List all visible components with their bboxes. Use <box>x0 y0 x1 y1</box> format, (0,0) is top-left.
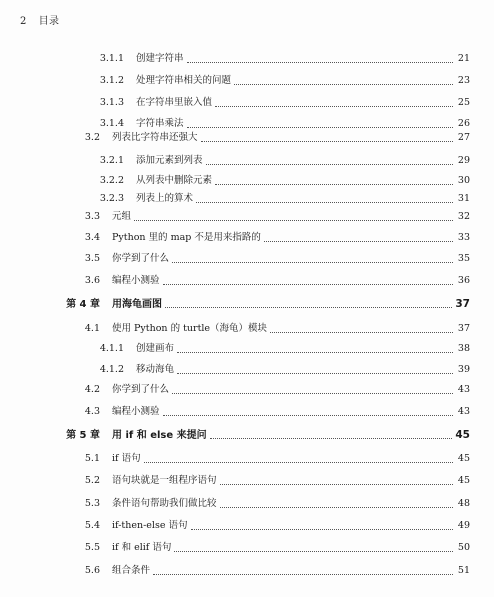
toc-entry-number: 3.2.3 <box>99 193 124 204</box>
toc-entry-page-number: 35 <box>457 253 470 264</box>
toc-entry-title: Python 里的 map 不是用来指路的 <box>112 232 261 243</box>
toc-entry-title: if 语句 <box>112 453 141 464</box>
toc-entry-page-number: 48 <box>457 498 470 509</box>
toc-entry-title: 字符串乘法 <box>136 118 184 129</box>
toc-entry-number: 4.1.2 <box>99 364 124 375</box>
toc-entry-number: 第 4 章 <box>66 299 100 310</box>
toc-entry-title: 使用 Python 的 turtle（海龟）模块 <box>112 323 268 334</box>
toc-entry-page-number: 36 <box>457 275 470 286</box>
toc-entry <box>94 72 470 88</box>
dot-leader <box>220 484 453 485</box>
toc-entry-title: 编程小测验 <box>112 406 160 417</box>
toc-entry-title: 移动海龟 <box>136 364 175 375</box>
section-title: 目录 <box>38 16 60 27</box>
toc-entry-page-number: 21 <box>457 53 470 64</box>
toc-entry-title: 元组 <box>112 211 132 222</box>
dot-leader <box>165 307 452 308</box>
dot-leader <box>201 141 453 142</box>
toc-entry-page-number: 50 <box>457 542 470 553</box>
toc-entry-number: 5.4 <box>84 520 100 531</box>
dot-leader <box>234 84 453 85</box>
toc-entry-title: 条件语句帮助我们做比较 <box>112 498 217 509</box>
toc-entry-number: 3.1.3 <box>99 97 124 108</box>
dot-leader <box>172 262 453 263</box>
toc-entry-page-number: 45 <box>457 453 470 464</box>
dot-leader <box>196 202 453 203</box>
dot-leader <box>153 574 453 575</box>
toc-entry <box>58 272 470 288</box>
dot-leader <box>215 184 453 185</box>
toc-entry <box>58 229 470 245</box>
toc-entry-number: 5.3 <box>84 498 100 509</box>
dot-leader <box>264 241 453 242</box>
toc-entry-title: 用 if 和 else 来提问 <box>112 430 207 441</box>
toc-entry-number: 3.1.4 <box>99 118 124 129</box>
toc-entry-title: 从列表中删除元素 <box>136 175 213 186</box>
dot-leader <box>191 529 454 530</box>
toc-entry-number: 3.2.1 <box>99 155 124 166</box>
toc-entry-number: 3.1.2 <box>99 75 124 86</box>
toc-entry-page-number: 37 <box>457 323 470 334</box>
toc-entry-title: 用海龟画图 <box>112 299 162 310</box>
toc-entry <box>94 340 470 356</box>
toc-entry <box>58 472 470 488</box>
toc-entry-page-number: 51 <box>457 565 470 576</box>
dot-leader <box>220 507 453 508</box>
toc-entry <box>94 190 470 206</box>
toc-entry <box>58 539 470 555</box>
dot-leader <box>177 373 453 374</box>
toc-entry-number: 5.2 <box>84 475 100 486</box>
toc-entry <box>94 361 470 377</box>
dot-leader <box>177 352 453 353</box>
toc-entry-number: 第 5 章 <box>66 430 100 441</box>
toc-entry-page-number: 43 <box>457 406 470 417</box>
toc-entry-title: 编程小测验 <box>112 275 160 286</box>
toc-entry-number: 3.1.1 <box>99 53 124 64</box>
toc-entry-page-number: 26 <box>457 118 470 129</box>
toc-chapter-entry <box>24 426 470 442</box>
toc-entry-number: 3.3 <box>84 211 100 222</box>
dot-leader <box>187 62 453 63</box>
toc-entry <box>94 50 470 66</box>
toc-entry-title: 组合条件 <box>112 565 151 576</box>
dot-leader <box>174 551 453 552</box>
toc-entry-number: 4.1.1 <box>99 343 124 354</box>
toc-entry-title: 你学到了什么 <box>112 253 170 264</box>
dot-leader <box>210 438 453 439</box>
toc-entry-number: 5.6 <box>84 565 100 576</box>
toc-entry-number: 3.6 <box>84 275 100 286</box>
toc-entry-page-number: 23 <box>457 75 470 86</box>
toc-entry <box>94 152 470 168</box>
toc-entry <box>58 381 470 397</box>
toc-entry-number: 3.4 <box>84 232 100 243</box>
toc-entry-page-number: 49 <box>457 520 470 531</box>
toc-entry-page-number: 37 <box>455 298 470 310</box>
toc-entry-title: 创建画布 <box>136 343 175 354</box>
toc-entry-page-number: 43 <box>457 384 470 395</box>
toc-entry-page-number: 45 <box>457 475 470 486</box>
toc-entry-page-number: 38 <box>457 343 470 354</box>
toc-entry-title: 创建字符串 <box>136 53 184 64</box>
toc-entry <box>58 208 470 224</box>
dot-leader <box>206 164 453 165</box>
toc-entry-page-number: 27 <box>457 132 470 143</box>
toc-entry-title: 列表比字符串还强大 <box>112 132 198 143</box>
toc-entry-page-number: 45 <box>455 429 470 441</box>
toc-entry-title: 在字符串里嵌入值 <box>136 97 213 108</box>
toc-entry-title: 处理字符串相关的问题 <box>136 75 232 86</box>
toc-chapter-entry <box>24 295 470 311</box>
toc-entry <box>58 450 470 466</box>
toc-entry-title: 列表上的算术 <box>136 193 194 204</box>
toc-entry-page-number: 31 <box>457 193 470 204</box>
toc-entry-number: 4.1 <box>84 323 100 334</box>
toc-entry-number: 3.5 <box>84 253 100 264</box>
toc-entry-number: 5.5 <box>84 542 100 553</box>
dot-leader <box>215 106 453 107</box>
toc-entry-number: 4.2 <box>84 384 100 395</box>
dot-leader <box>163 415 453 416</box>
toc-entry-title: if 和 elif 语句 <box>112 542 172 553</box>
toc-entry <box>58 250 470 266</box>
dot-leader <box>187 127 453 128</box>
toc-entry <box>58 562 470 578</box>
toc-entry-page-number: 29 <box>457 155 470 166</box>
dot-leader <box>172 393 453 394</box>
toc-entry <box>58 517 470 533</box>
toc-entry-page-number: 32 <box>457 211 470 222</box>
toc-entry-title: 添加元素到列表 <box>136 155 203 166</box>
toc-entry <box>58 320 470 336</box>
page-number: 2 <box>20 16 27 27</box>
toc-entry <box>58 495 470 511</box>
toc-entry-page-number: 25 <box>457 97 470 108</box>
toc-entry-page-number: 39 <box>457 364 470 375</box>
toc-entry <box>58 403 470 419</box>
dot-leader <box>144 462 453 463</box>
toc-entry-page-number: 33 <box>457 232 470 243</box>
toc-entry-title: if-then-else 语句 <box>112 520 188 531</box>
toc-entry-title: 你学到了什么 <box>112 384 170 395</box>
toc-entry-number: 4.3 <box>84 406 100 417</box>
dot-leader <box>270 332 453 333</box>
toc-entry-number: 5.1 <box>84 453 100 464</box>
toc-entry-title: 语句块就是一组程序语句 <box>112 475 217 486</box>
toc-entry-page-number: 30 <box>457 175 470 186</box>
toc-entry <box>94 172 470 188</box>
dot-leader <box>134 220 453 221</box>
toc-entry <box>58 129 470 145</box>
toc-entry <box>94 94 470 110</box>
toc-entry-number: 3.2.2 <box>99 175 124 186</box>
toc-entry-number: 3.2 <box>84 132 100 143</box>
dot-leader <box>163 284 453 285</box>
